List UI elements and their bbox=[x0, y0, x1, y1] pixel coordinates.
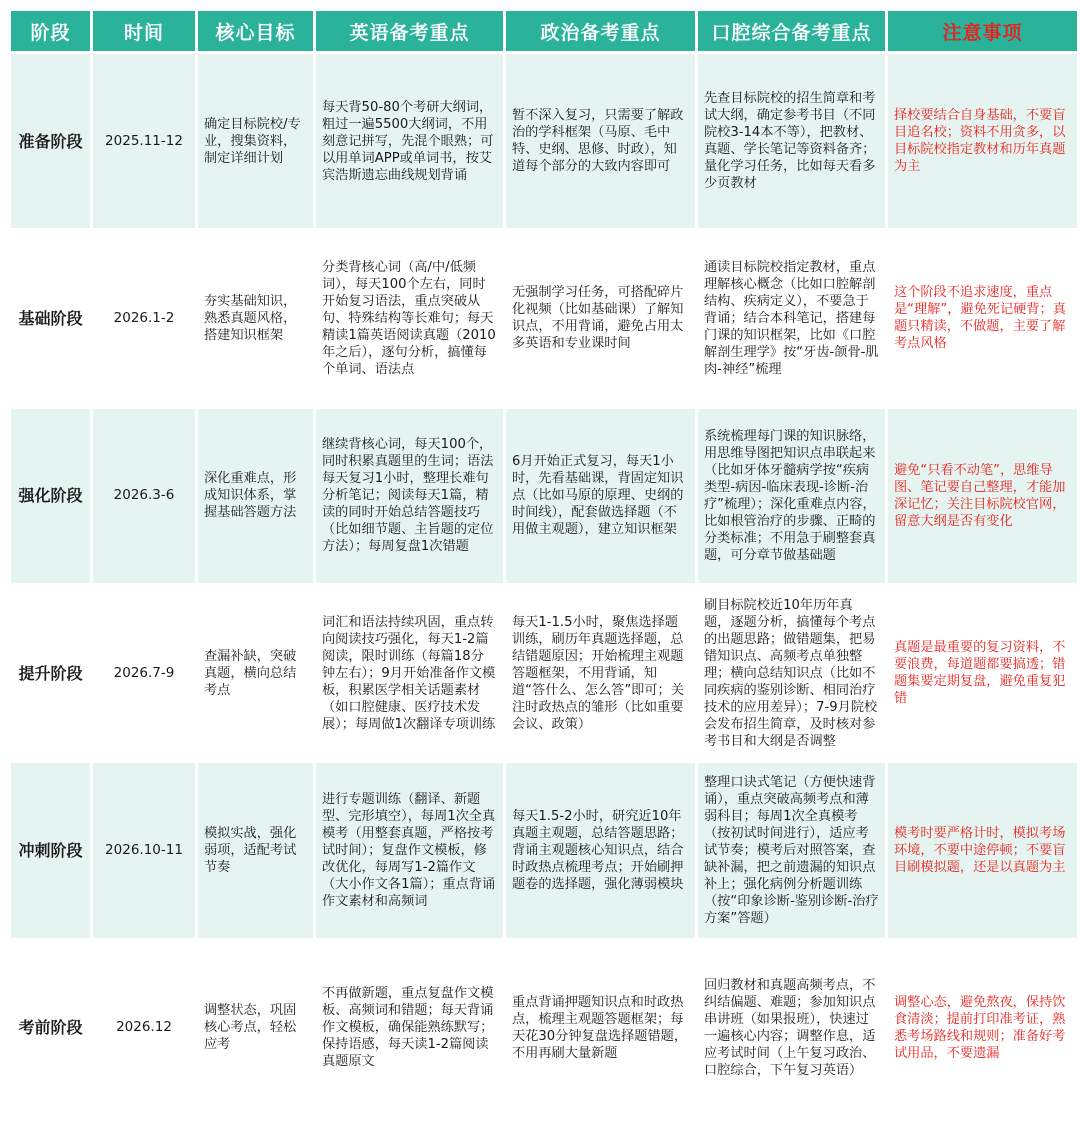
dental-cell: 通读目标院校指定教材，重点理解核心概念（比如口腔解剖结构、疾病定义），不要急于背诵；结合本科笔记，搭建每门课的知识框架，比如《口腔解剖生理学》按“牙齿-颌骨-肌肉-神经”梳理 bbox=[698, 231, 885, 405]
notes-cell: 调整心态，避免熬夜，保持饮食清淡；提前打印准考证，熟悉考场路线和规则；准备好考试用品，不要遗漏 bbox=[888, 941, 1077, 1115]
header-notes: 注意事项 bbox=[888, 11, 1077, 51]
notes-cell: 避免“只看不动笔”，思维导图、笔记要自己整理，才能加深记忆；关注目标院校官网，留意大纲是否有变化 bbox=[888, 409, 1077, 583]
notes-cell: 模考时要严格计时，模拟考场环境，不要中途停顿；不要盲目刷模拟题，还是以真题为主 bbox=[888, 763, 1077, 937]
time-cell: 2026.10-11 bbox=[93, 763, 195, 937]
english-cell: 分类背核心词（高/中/低频词），每天100个左右，同时开始复习语法，重点突破从句、特殊结构等长难句；每天精读1篇英语阅读真题（2010年之后），逐句分析，搞懂每个单词、语法点 bbox=[316, 231, 503, 405]
time-cell: 2026.12 bbox=[93, 941, 195, 1115]
header-stage: 阶段 bbox=[11, 11, 90, 51]
stage-cell: 冲刺阶段 bbox=[11, 763, 90, 937]
dental-cell: 整理口诀式笔记（方便快速背诵），重点突破高频考点和薄弱科目；每周1次全真模考（按初试时间进行），适应考试节奏；模考后对照答案，查缺补漏，把之前遗漏的知识点补上；强化病例分析题训练（按“印象诊断-鉴别诊断-治疗方案”答题） bbox=[698, 763, 885, 937]
stage-cell: 基础阶段 bbox=[11, 231, 90, 405]
header-dental: 口腔综合备考重点 bbox=[698, 11, 885, 51]
header-row bbox=[11, 11, 1077, 51]
time-cell: 2026.7-9 bbox=[93, 586, 195, 760]
dental-cell: 系统梳理每门课的知识脉络，用思维导图把知识点串联起来（比如牙体牙髓病学按“疾病类型-病因-临床表现-诊断-治疗”梳理）；深化重难点内容，比如根管治疗的步骤、正畸的分类标准；不用急于刷整套真题，可分章节做基础题 bbox=[698, 409, 885, 583]
goal-cell: 深化重难点，形成知识体系，掌握基础答题方法 bbox=[198, 409, 313, 583]
politics-cell: 无强制学习任务，可搭配碎片化视频（比如基础课）了解知识点，不用背诵，避免占用太多英语和专业课时间 bbox=[506, 231, 695, 405]
goal-cell: 确定目标院校/专业，搜集资料，制定详细计划 bbox=[198, 54, 313, 228]
english-cell: 词汇和语法持续巩固，重点转向阅读技巧强化，每天1-2篇阅读，限时训练（每篇18分钟左右）；9月开始准备作文模板，积累医学相关话题素材（如口腔健康、医疗技术发展）；每周做1次翻译专项训练 bbox=[316, 586, 503, 760]
notes-cell: 真题是最重要的复习资料，不要浪费，每道题都要搞透；错题集要定期复盘，避免重复犯错 bbox=[888, 586, 1077, 760]
header-goal: 核心目标 bbox=[198, 11, 313, 51]
notes-cell: 择校要结合自身基础，不要盲目追名校；资料不用贪多，以目标院校指定教材和历年真题为主 bbox=[888, 54, 1077, 228]
english-cell: 不再做新题，重点复盘作文模板、高频词和错题；每天背诵作文模板，确保能熟练默写；保持语感，每天读1-2篇阅读真题原文 bbox=[316, 941, 503, 1115]
politics-cell: 重点背诵押题知识点和时政热点，梳理主观题答题框架；每天花30分钟复盘选择题错题，不用再刷大量新题 bbox=[506, 941, 695, 1115]
stage-cell: 准备阶段 bbox=[11, 54, 90, 228]
politics-cell: 6月开始正式复习，每天1小时，先看基础课，背固定知识点（比如马原的原理、史纲的时间线），配套做选择题（不用做主观题），建立知识框架 bbox=[506, 409, 695, 583]
dental-cell: 先查目标院校的招生简章和考试大纲，确定参考书目（不同院校3-14本不等），把教材、真题、学长笔记等资料备齐；量化学习任务，比如每天看多少页教材 bbox=[698, 54, 885, 228]
table-row bbox=[11, 763, 1077, 937]
politics-cell: 每天1.5-2小时，研究近10年真题主观题，总结答题思路；背诵主观题核心知识点，结合时政热点梳理考点；开始刷押题卷的选择题，强化薄弱模块 bbox=[506, 763, 695, 937]
header-english: 英语备考重点 bbox=[316, 11, 503, 51]
time-cell: 2026.1-2 bbox=[93, 231, 195, 405]
english-cell: 进行专题训练（翻译、新题型、完形填空），每周1次全真模考（用整套真题，严格按考试时间）；复盘作文模板，修改优化，每周写1-2篇作文（大小作文各1篇）；重点背诵作文素材和高频词 bbox=[316, 763, 503, 937]
table-row bbox=[11, 54, 1077, 228]
goal-cell: 夯实基础知识，熟悉真题风格，搭建知识框架 bbox=[198, 231, 313, 405]
study-plan-table bbox=[8, 8, 1080, 1118]
goal-cell: 模拟实战，强化弱项，适配考试节奏 bbox=[198, 763, 313, 937]
table-row bbox=[11, 941, 1077, 1115]
dental-cell: 刷目标院校近10年历年真题，逐题分析，搞懂每个考点的出题思路；做错题集，把易错知识点、高频考点单独整理；横向总结知识点（比如不同疾病的鉴别诊断、相同治疗技术的应用差异）；7-9月院校会发布招生简章，及时核对参考书目和大纲是否调整 bbox=[698, 586, 885, 760]
stage-cell: 强化阶段 bbox=[11, 409, 90, 583]
stage-cell: 考前阶段 bbox=[11, 941, 90, 1115]
politics-cell: 每天1-1.5小时，聚焦选择题训练，刷历年真题选择题，总结错题原因；开始梳理主观题答题框架，不用背诵，知道“答什么、怎么答”即可；关注时政热点的雏形（比如重要会议、政策） bbox=[506, 586, 695, 760]
time-cell: 2026.3-6 bbox=[93, 409, 195, 583]
table-row bbox=[11, 586, 1077, 760]
header-politics: 政治备考重点 bbox=[506, 11, 695, 51]
stage-cell: 提升阶段 bbox=[11, 586, 90, 760]
time-cell: 2025.11-12 bbox=[93, 54, 195, 228]
goal-cell: 查漏补缺，突破真题，横向总结考点 bbox=[198, 586, 313, 760]
goal-cell: 调整状态，巩固核心考点，轻松应考 bbox=[198, 941, 313, 1115]
header-time: 时间 bbox=[93, 11, 195, 51]
dental-cell: 回归教材和真题高频考点，不纠结偏题、难题；参加知识点串讲班（如果报班），快速过一遍核心内容；调整作息，适应考试时间（上午复习政治、口腔综合，下午复习英语） bbox=[698, 941, 885, 1115]
politics-cell: 暂不深入复习，只需要了解政治的学科框架（马原、毛中特、史纲、思修、时政），知道每个部分的大致内容即可 bbox=[506, 54, 695, 228]
english-cell: 继续背核心词，每天100个，同时积累真题里的生词；语法每天复习1小时，整理长难句分析笔记；阅读每天1篇，精读的同时开始总结答题技巧（比如细节题、主旨题的定位方法）；每周复盘1次错题 bbox=[316, 409, 503, 583]
table-row bbox=[11, 409, 1077, 583]
english-cell: 每天背50-80个考研大纲词，粗过一遍5500大纲词，不用刻意记拼写，先混个眼熟；可以用单词APP或单词书，按艾宾浩斯遗忘曲线规划背诵 bbox=[316, 54, 503, 228]
table-row bbox=[11, 231, 1077, 405]
notes-cell: 这个阶段不追求速度，重点是“理解”，避免死记硬背；真题只精读，不做题，主要了解考点风格 bbox=[888, 231, 1077, 405]
